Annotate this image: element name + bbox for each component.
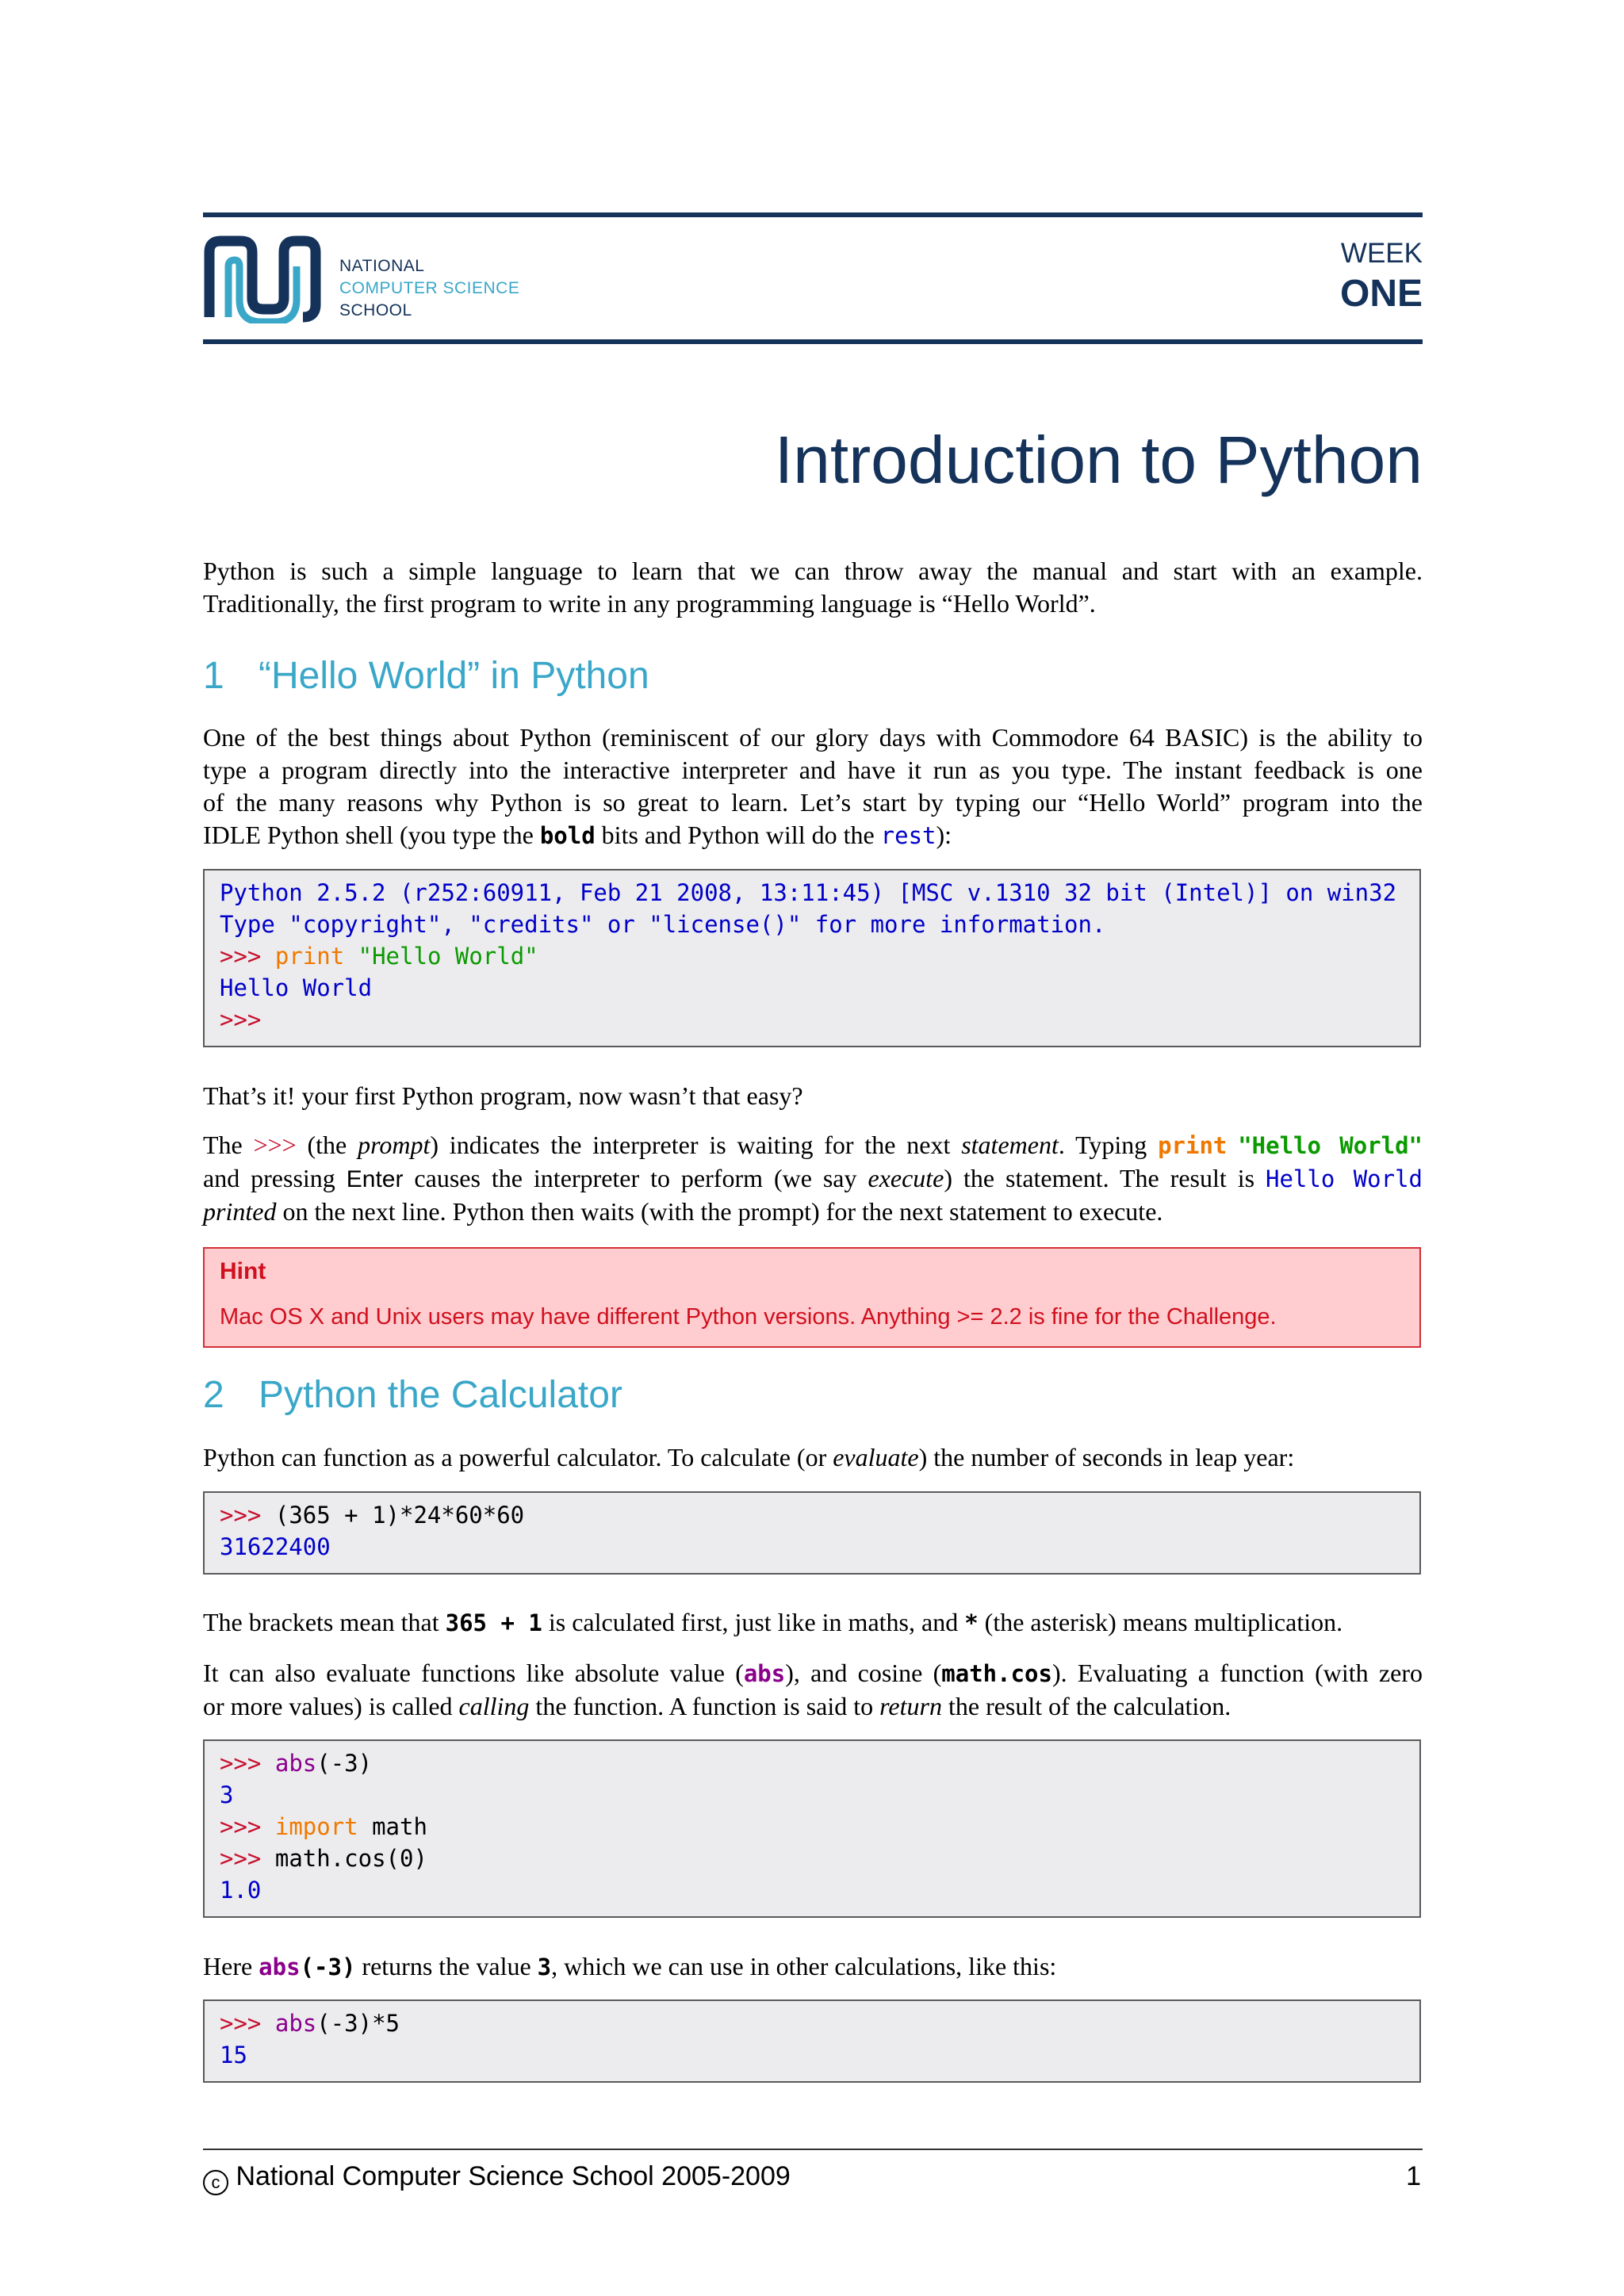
code-line-copyright: Type "copyright", "credits" or "license()" for more information. <box>220 911 1106 938</box>
code-line-cos: >>> math.cos(0) <box>220 1845 427 1872</box>
hint-box <box>203 1247 1421 1348</box>
brackets-paragraph: The brackets mean that 365 + 1 is calculated first, just like in maths, and * (the asterisk) means multiplication. <box>203 1608 1343 1636</box>
code-block-hello-world <box>203 869 1421 1047</box>
org-line-school: SCHOOL <box>339 301 412 320</box>
footer <box>203 2159 1423 2195</box>
inline-code-bold: bold <box>539 822 596 849</box>
intro-line-2: Traditionally, the first program to write in any programming language is “Hello World”. <box>203 589 1096 618</box>
page-number: 1 <box>1406 2161 1421 2191</box>
functions-line-2: or more values) is called calling the function. A function is said to return the result of the calculation. <box>203 1692 1231 1720</box>
code-block-abs-times-five <box>203 1999 1421 2083</box>
section-1-line-2: type a program directly into the interactive interpreter and have it run as you type. The instant feedback is one <box>203 756 1423 784</box>
code-line-print: >>> print "Hello World" <box>220 943 538 970</box>
header-bottom-rule <box>203 339 1423 344</box>
functions-paragraph <box>203 1657 1423 1723</box>
prompt-line-3: printed on the next line. Python then waits (with the prompt) for the next statement to execute. <box>203 1197 1163 1226</box>
prompt-line-2: and pressing Enter causes the interpreter to perform (we say execute) the statement. The result is Hello World <box>203 1164 1423 1192</box>
section-1-line-3: of the many reasons why Python is so great to learn. Let’s start by typing our “Hello World” program into the <box>203 788 1423 817</box>
header-top-rule <box>203 212 1423 217</box>
ncss-logo-icon <box>203 235 322 323</box>
thats-it-paragraph: That’s it! your first Python program, now wasn’t that easy? <box>203 1081 803 1110</box>
section-2-number: 2 <box>203 1374 224 1416</box>
code-line-abs: >>> abs(-3) <box>220 1750 373 1777</box>
section-1-title: “Hello World” in Python <box>259 655 649 697</box>
code-line-times-output: 15 <box>220 2042 247 2068</box>
org-name <box>339 255 519 322</box>
week-label <box>1340 236 1423 317</box>
section-2-heading <box>203 1372 622 1419</box>
section-1-line-1: One of the best things about Python (reminiscent of our glory days with Commodore 64 BASIC) is the ability to <box>203 723 1423 752</box>
hint-title: Hint <box>220 1258 266 1284</box>
code-line-cos-output: 1.0 <box>220 1877 262 1904</box>
section-1-heading <box>203 652 649 700</box>
functions-line-1: It can also evaluate functions like absolute value (abs), and cosine (math.cos). Evaluating a function (with zero <box>203 1659 1423 1687</box>
prompt-explanation-paragraph <box>203 1129 1423 1228</box>
week-label-text: WEEK <box>1340 238 1423 269</box>
code-line-expression: >>> (365 + 1)*24*60*60 <box>220 1502 525 1529</box>
org-line-national: NATIONAL <box>339 257 425 275</box>
section-2-title: Python the Calculator <box>259 1374 622 1416</box>
code-line-seconds-output: 31622400 <box>220 1533 331 1560</box>
org-line-computer-science: COMPUTER SCIENCE <box>339 279 520 297</box>
footer-copyright: National Computer Science School 2005-2009 <box>236 2161 791 2191</box>
code-line-version: Python 2.5.2 (r252:60911, Feb 21 2008, 13:11:45) [MSC v.1310 32 bit (Intel)] on win32 <box>220 879 1397 906</box>
footer-rule <box>203 2149 1423 2150</box>
code-line-output: Hello World <box>220 974 373 1001</box>
page-title: Introduction to Python <box>774 423 1423 497</box>
hint-text: Mac OS X and Unix users may have different Python versions. Anything >= 2.2 is fine for the Challenge. <box>220 1304 1277 1330</box>
week-number: ONE <box>1339 273 1423 315</box>
copyright-icon: c <box>203 2170 228 2195</box>
section-1-paragraph <box>203 721 1423 852</box>
code-block-leap-year <box>203 1491 1421 1575</box>
code-line-import: >>> import math <box>220 1813 427 1840</box>
code-line-prompt: >>> <box>220 1006 262 1033</box>
code-line-abs-times: >>> abs(-3)*5 <box>220 2010 400 2037</box>
code-line-abs-output: 3 <box>220 1781 234 1808</box>
section-1-number: 1 <box>203 655 224 697</box>
section-1-line-4: IDLE Python shell (you type the bold bits and Python will do the rest): <box>203 821 952 849</box>
code-block-functions <box>203 1739 1421 1918</box>
intro-paragraph <box>203 555 1423 620</box>
prompt-line-1: The >>> (the prompt) indicates the interpreter is waiting for the next statement. Typing print "Hello World" <box>203 1131 1423 1159</box>
intro-line-1: Python is such a simple language to learn that we can throw away the manual and start with an example. <box>203 557 1423 585</box>
calculator-intro-paragraph: Python can function as a powerful calculator. To calculate (or evaluate) the number of seconds in leap year: <box>203 1443 1295 1471</box>
inline-code-rest: rest <box>880 822 936 849</box>
abs-returns-paragraph: Here abs(-3) returns the value 3, which we can use in other calculations, like this: <box>203 1952 1057 1980</box>
